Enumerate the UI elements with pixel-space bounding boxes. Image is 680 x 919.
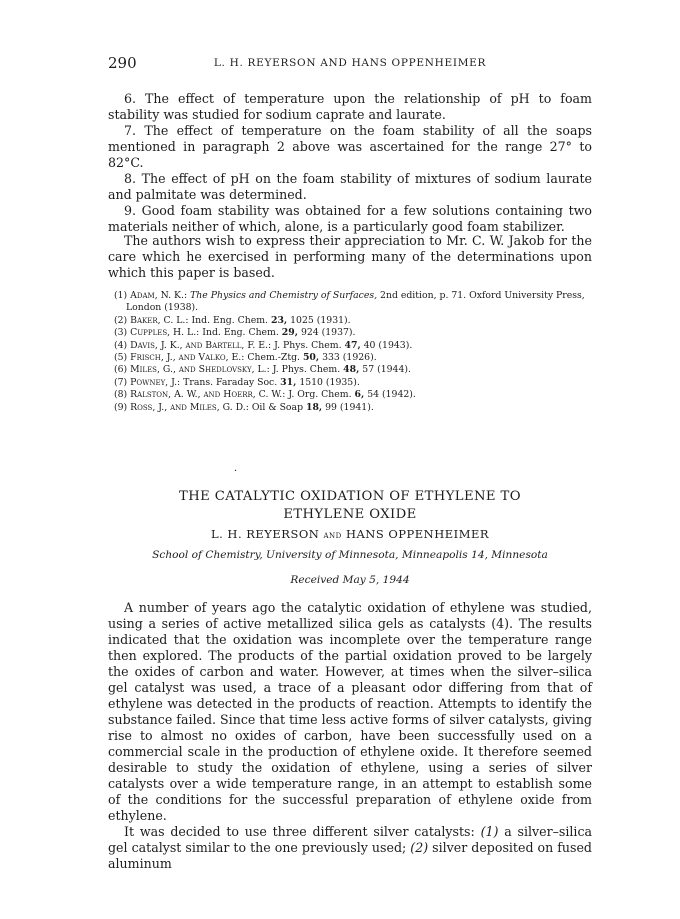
- acknowledgment: [108, 233, 592, 281]
- running-head: L. H. REYERSON AND HANS OPPENHEIMER: [213, 57, 487, 69]
- reference-item: (5) Frisch, J., and Valko, E.: Chem.-Ztg. 50, 333 (1926).: [114, 352, 377, 364]
- conclusion-item: 6. The effect of temperature upon the relationship of pH to foam stability was studied for sodium caprate and laurate.: [108, 91, 592, 122]
- reference-item: (9) Ross, J., and Miles, G. D.: Oil & Soap 18, 99 (1941).: [114, 401, 374, 413]
- page-header: [108, 54, 592, 74]
- article-authors: L. H. REYERSON and HANS OPPENHEIMER: [210, 527, 490, 541]
- page-number: 290: [108, 54, 137, 72]
- body-paragraph: It was decided to use three different silver catalysts: (1) a silver–silica gel catalyst similar to the one previously used; (2) silver deposited on fused aluminum: [108, 824, 593, 871]
- conclusion-item: 7. The effect of temperature on the foam stability of all the soaps mentioned in paragraph 2 above was ascertained for the range 27° to 82°C.: [108, 123, 592, 170]
- reference-list: [108, 290, 592, 414]
- article-title-line-2: ETHYLENE OXIDE: [283, 507, 417, 522]
- article-title-line-1: THE CATALYTIC OXIDATION OF ETHYLENE TO: [179, 489, 521, 504]
- conclusion-item: 8. The effect of pH on the foam stability of mixtures of sodium laurate and palmitate was determined.: [108, 171, 592, 202]
- received-date: Received May 5, 1944: [290, 574, 410, 586]
- reference-item: (3) Cupples, H. L.: Ind. Eng. Chem. 29, 924 (1937).: [114, 327, 356, 339]
- reference-item: (8) Ralston, A. W., and Hoerr, C. W.: J. Org. Chem. 6, 54 (1942).: [114, 389, 416, 401]
- reference-item: (4) Davis, J. K., and Bartell, F. E.: J. Phys. Chem. 47, 40 (1943).: [114, 339, 413, 351]
- conclusions-list: [108, 91, 592, 235]
- stray-mark: ·: [234, 466, 238, 477]
- article-heading: [108, 488, 592, 524]
- conclusion-item: 9. Good foam stability was obtained for a few solutions containing two materials neither of which, alone, is a particularly good foam stabilizer.: [108, 203, 592, 234]
- body-paragraph: A number of years ago the catalytic oxidation of ethylene was studied, using a series of active metallized silica gels as catalysts (4). The results indicated that the oxidation was incomplete over the temperature range then explored. The products of the partial oxidation proved to be largely the oxides of carbon and water. However, at times when the silver–silica gel catalyst was used, a trace of a pleasant odor differing from that of ethylene was detected in the products of reaction. Attempts to identify the substance failed. Since that time less active forms of silver catalysts, giving rise to almost no oxides of carbon, have been successfully used on a commercial scale in the production of ethylene oxide. It therefore seemed desirable to study the oxidation of ethylene, using a series of silver catalysts over a wide temperature range, in an attempt to establish some of the conditions for the successful preparation of ethylene oxide from ethylene.: [108, 600, 592, 823]
- article-body: [108, 600, 592, 872]
- reference-item: (6) Miles, G., and Shedlovsky, L.: J. Phys. Chem. 48, 57 (1944).: [114, 364, 411, 376]
- article-affiliation: School of Chemistry, University of Minnesota, Minneapolis 14, Minnesota: [152, 549, 548, 561]
- acknowledgment-text: The authors wish to express their appreciation to Mr. C. W. Jakob for the care which he exercised in performing many of the determinations upon which this paper is based.: [108, 233, 592, 280]
- reference-item: (7) Powney, J.: Trans. Faraday Soc. 31, 1510 (1935).: [114, 376, 360, 388]
- reference-item: (1) Adam, N. K.: The Physics and Chemistry of Surfaces, 2nd edition, p. 71. Oxford University Press, London (1938).: [114, 290, 585, 314]
- reference-item: (2) Baker, C. L.: Ind. Eng. Chem. 23, 1025 (1931).: [114, 314, 351, 326]
